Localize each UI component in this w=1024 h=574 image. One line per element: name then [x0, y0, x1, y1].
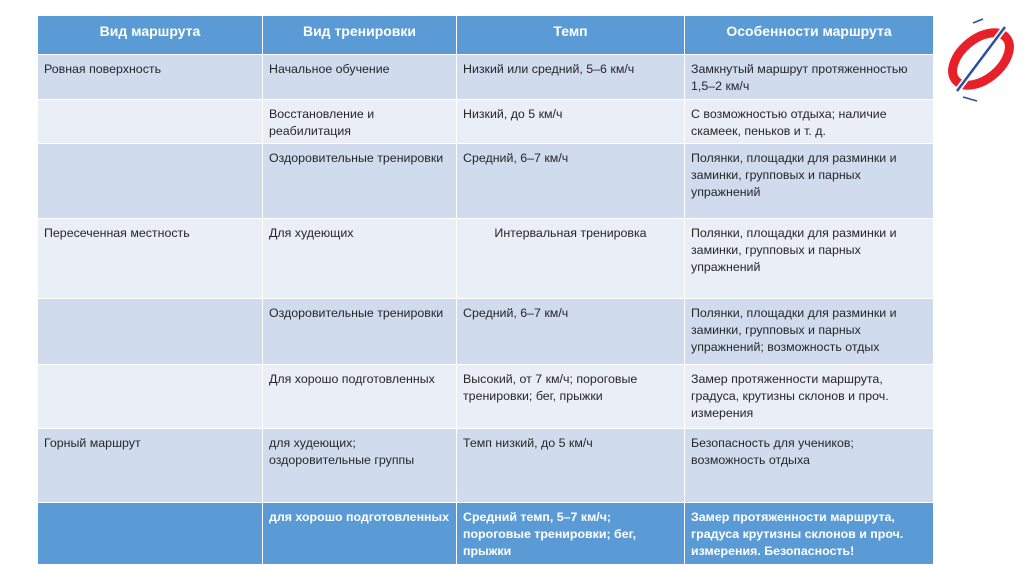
header-route-features: Особенности маршрута [685, 16, 934, 55]
table-row [38, 429, 934, 503]
cell-route-features: Замер протяженности маршрута, градуса крутизны склонов и проч. измерения. Безопасность! [685, 503, 934, 565]
cell-route-type: Пересеченная местность [38, 219, 263, 299]
cell-route-features: Полянки, площадки для разминки и заминки, групповых и парных упражнений [685, 219, 934, 299]
cell-route-features: Полянки, площадки для разминки и заминки, групповых и парных упражнений; возможность отдых [685, 299, 934, 365]
cell-training-type: Восстановление и реабилитация [263, 100, 457, 144]
header-pace: Темп [457, 16, 685, 55]
cell-route-type: Горный маршрут [38, 429, 263, 503]
cell-pace: Низкий или средний, 5–6 км/ч [457, 55, 685, 100]
cell-route-type [38, 299, 263, 365]
routes-table-container [37, 15, 933, 565]
table-row [38, 144, 934, 219]
cell-training-type: Для хорошо подготовленных [263, 365, 457, 429]
cell-route-features: Безопасность для учеников; возможность отдыха [685, 429, 934, 503]
cell-route-features: С возможностью отдыха; наличие скамеек, пеньков и т. д. [685, 100, 934, 144]
cell-route-features: Замер протяженности маршрута, градуса, крутизны склонов и проч. измерения [685, 365, 934, 429]
cell-training-type: Оздоровительные тренировки [263, 144, 457, 219]
table-row [38, 365, 934, 429]
cell-pace: Темп низкий, до 5 км/ч [457, 429, 685, 503]
table-header-row [38, 16, 934, 55]
cell-training-type: для худеющих; оздоровительные группы [263, 429, 457, 503]
header-training-type: Вид тренировки [263, 16, 457, 55]
cell-pace: Средний, 6–7 км/ч [457, 144, 685, 219]
routes-table [37, 15, 934, 565]
cell-pace: Средний темп, 5–7 км/ч; пороговые тренировки; бег, прыжки [457, 503, 685, 565]
cell-route-type: Ровная поверхность [38, 55, 263, 100]
table-row [38, 299, 934, 365]
cell-route-type [38, 503, 263, 565]
cell-route-type [38, 365, 263, 429]
cell-pace: Средний, 6–7 км/ч [457, 299, 685, 365]
table-row [38, 55, 934, 100]
cell-route-features: Полянки, площадки для разминки и заминки, групповых и парных упражнений [685, 144, 934, 219]
cell-pace: Интервальная тренировка [457, 219, 685, 299]
cell-training-type: для хорошо подготовленных [263, 503, 457, 565]
table-row [38, 219, 934, 299]
olympic-style-emblem-icon [943, 13, 1019, 105]
cell-training-type: Начальное обучение [263, 55, 457, 100]
cell-training-type: Для худеющих [263, 219, 457, 299]
table-row [38, 503, 934, 565]
cell-route-type [38, 100, 263, 144]
cell-route-type [38, 144, 263, 219]
cell-route-features: Замкнутый маршрут протяженностью 1,5–2 км/ч [685, 55, 934, 100]
cell-pace: Низкий, до 5 км/ч [457, 100, 685, 144]
header-route-type: Вид маршрута [38, 16, 263, 55]
cell-pace: Высокий, от 7 км/ч; пороговые тренировки; бег, прыжки [457, 365, 685, 429]
table-row [38, 100, 934, 144]
cell-training-type: Оздоровительные тренировки [263, 299, 457, 365]
